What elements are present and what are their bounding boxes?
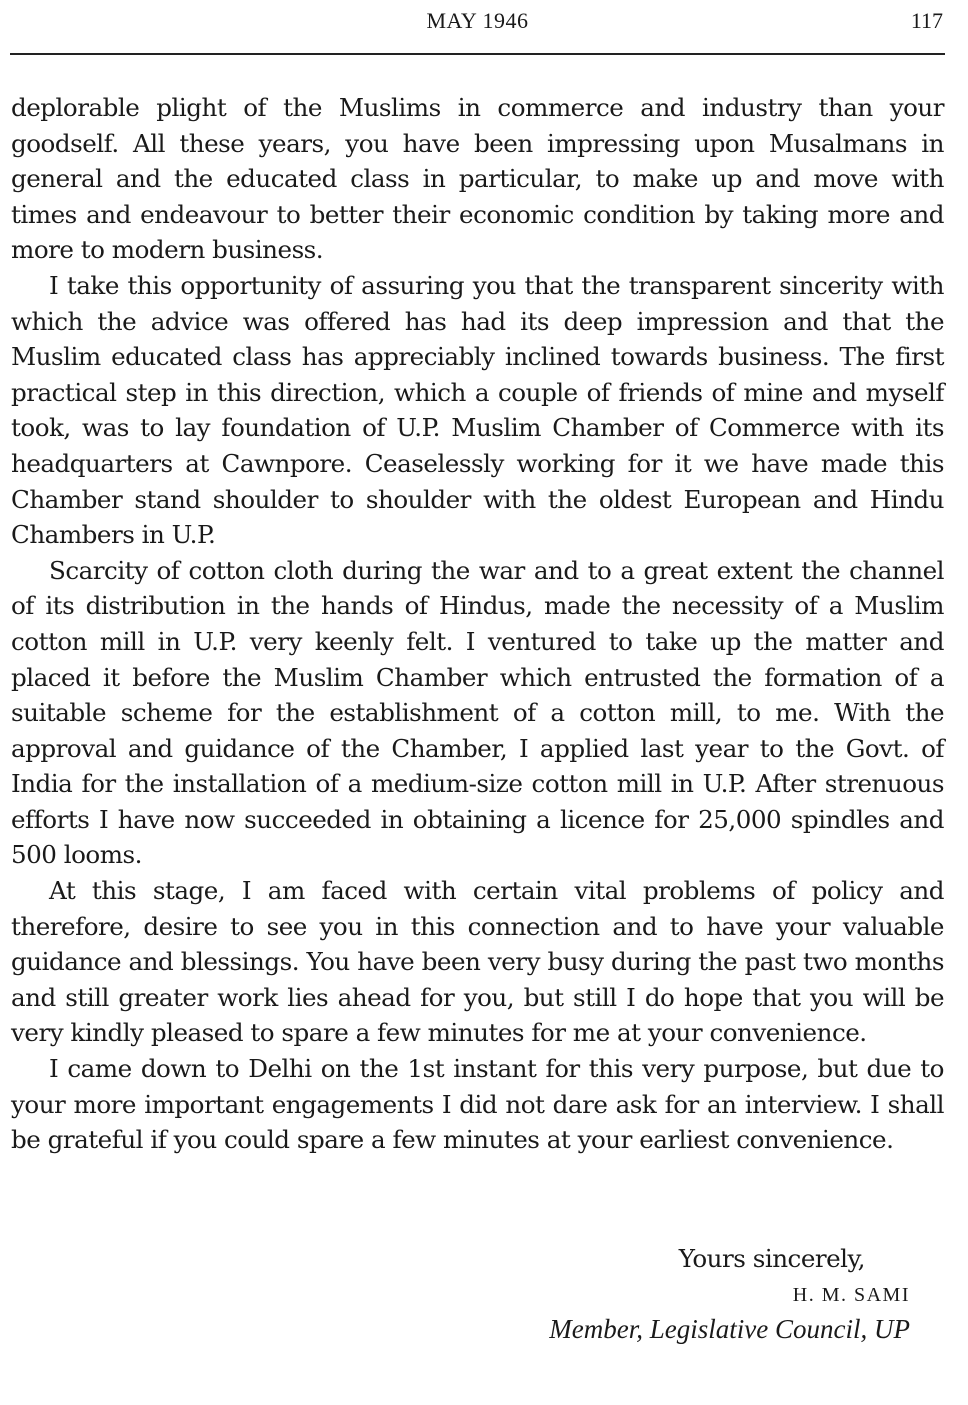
paragraph: Scarcity of cotton cloth during the war and to a great extent the channel of its distribution in the hands of Hindus, made the necessity of a Muslim cotton mill in U.P. very keenly felt. I ventured to take up the matter and placed it before the Muslim Chamber which entrusted the formation of a suitable scheme for the establishment of a cotton mill, to me. With the approval and guidance of the Chamber, I applied last year to the Govt. of India for the installation of a medium-size cotton mill in U.P. After strenuous efforts I have now succeeded in obtaining a licence for 25,000 spindles and 500 looms. bbox=[11, 555, 944, 870]
paragraph: At this stage, I am faced with certain vital problems of policy and therefore, desire to see you in this connection and to have your valuable guidance and blessings. You have been very busy during the past two months and still greater work lies ahead for you, but still I do hope that you will be very kindly pleased to spare a few minutes for me at your convenience. bbox=[11, 876, 944, 1048]
paragraph: I came down to Delhi on the 1st instant for this very purpose, but due to your more important engagements I did not dare ask for an interview. I shall be grateful if you could spare a few minutes at your earliest convenience. bbox=[11, 1054, 944, 1155]
signatory-name: H. M. SAMI bbox=[792, 1284, 910, 1306]
signatory-designation: Member, Legislative Council, UP bbox=[549, 1314, 910, 1344]
running-head bbox=[10, 8, 945, 42]
paragraph: I take this opportunity of assuring you that the transparent sincerity with which the advice was offered has had its deep impression and that the Muslim educated class has appreciably inclined towards business. The first practical step in this direction, which a couple of friends of mine and myself took, was to lay foundation of U.P. Muslim Chamber of Commerce with its headquarters at Cawnpore. Ceaselessly working for it we have made this Chamber stand shoulder to shoulder with the oldest European and Hindu Chambers in U.P. bbox=[11, 270, 944, 550]
letter-body bbox=[11, 90, 944, 1158]
letter-closing bbox=[470, 1244, 910, 1384]
valediction: Yours sincerely, bbox=[678, 1244, 865, 1273]
page-number: 117 bbox=[910, 8, 943, 33]
running-title: MAY 1946 bbox=[426, 8, 529, 33]
paragraph-continued: deplorable plight of the Muslims in commerce and industry than your goodself. All these years, you have been impressing upon Musalmans in general and the educated class in particular, to make up and move with times and endeavour to better their economic condition by taking more and more to modern business. bbox=[11, 93, 944, 265]
header-rule bbox=[10, 53, 945, 55]
